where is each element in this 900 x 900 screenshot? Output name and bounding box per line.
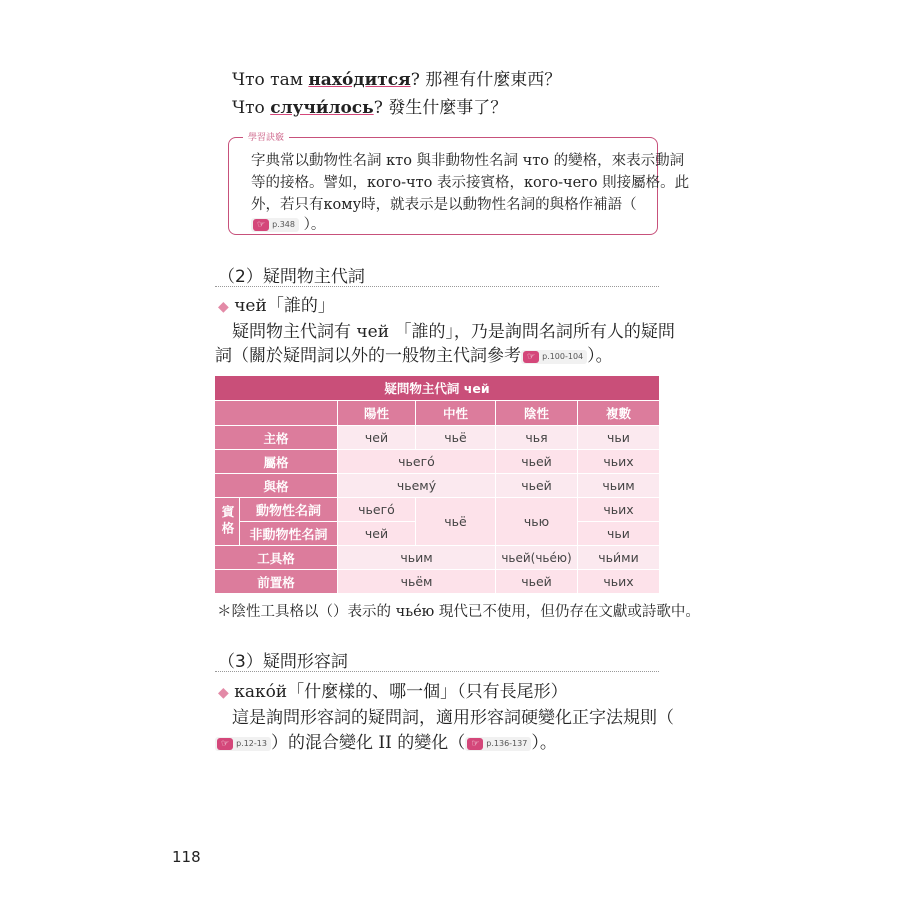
pointing-hand-icon: ☞ bbox=[217, 738, 233, 750]
table-footnote: ＊陰性工具格以（）表示的 чьéю 現代已不使用，但仍存在文獻或詩歌中。 bbox=[217, 604, 700, 620]
section-3-para-2 bbox=[215, 731, 557, 755]
section-3-subhead bbox=[218, 680, 568, 705]
section-2-para-2 bbox=[215, 344, 613, 368]
table-cell: чьи́ми bbox=[578, 546, 659, 569]
col-header-neuter: 中性 bbox=[416, 401, 495, 425]
pointing-hand-icon: ☞ bbox=[467, 738, 483, 750]
table-cell: чьегó bbox=[338, 450, 495, 473]
table-cell: чьему́ bbox=[338, 474, 495, 497]
table-cell: чьей bbox=[496, 570, 577, 593]
example-line-1 bbox=[232, 68, 561, 92]
tips-line-3: 外，若只有кому時，就表示是以動物性名詞的與格作補語（ bbox=[251, 197, 637, 213]
table-cell: чей bbox=[338, 426, 415, 449]
page-ref-text: p.136-137 bbox=[486, 738, 528, 748]
tips-line-1: 字典常以動物性名詞 кто 與非動物性名詞 что 的變格，來表示動詞 bbox=[251, 153, 685, 169]
table-cell: чьим bbox=[338, 546, 495, 569]
table-cell: чьей bbox=[496, 474, 577, 497]
example-1-post: ? 那裡有什麼東西？ bbox=[410, 70, 562, 90]
table-cell: чьей(чьéю) bbox=[496, 546, 577, 569]
section-2-para-2-pre: 詞（關於疑問詞以外的一般物主代詞參考 bbox=[215, 346, 521, 366]
row-label-animate: 動物性名詞 bbox=[240, 498, 337, 521]
example-2-bold: случи́лось bbox=[270, 98, 374, 118]
page-ref bbox=[521, 350, 587, 364]
table-cell: чьё bbox=[416, 498, 495, 545]
tips-title: 學習訣竅 bbox=[243, 130, 289, 143]
col-header-plural: 複數 bbox=[578, 401, 659, 425]
table-cell: чьегó bbox=[338, 498, 415, 521]
page-ref-text: p.348 bbox=[272, 220, 295, 229]
section-3-para-1: 這是詢問形容詞的疑問詞，適用形容詞硬變化正字法規則（ bbox=[232, 708, 674, 728]
row-label-nominative: 主格 bbox=[215, 426, 337, 449]
tips-line-2: 等的接格。譬如，кого-что 表示接賓格，кого-чего 則接屬格。此 bbox=[251, 175, 690, 191]
pointing-hand-icon: ☞ bbox=[253, 219, 269, 231]
table-header-empty bbox=[215, 401, 337, 425]
table-cell: чью bbox=[496, 498, 577, 545]
example-2-post: ? 發生什麼事了？ bbox=[373, 98, 508, 118]
row-label-dative: 與格 bbox=[215, 474, 337, 497]
table-cell: чьих bbox=[578, 498, 659, 521]
page-ref bbox=[251, 218, 299, 232]
page-ref bbox=[215, 737, 271, 751]
page-ref-text: p.100-104 bbox=[542, 351, 584, 361]
table-cell: чей bbox=[338, 522, 415, 545]
section-3-para-2-post: ）。 bbox=[531, 733, 557, 753]
diamond-icon: ◆ bbox=[218, 299, 229, 315]
page-number: 118 bbox=[172, 848, 201, 866]
col-header-feminine: 陰性 bbox=[496, 401, 577, 425]
table-cell: чьих bbox=[578, 570, 659, 593]
table-title: 疑問物主代詞 чей bbox=[215, 376, 659, 400]
section-2-heading: （2）疑問物主代詞 bbox=[218, 267, 365, 287]
table-cell: чья bbox=[496, 426, 577, 449]
section-3-subhead-text: какóй「什麼樣的、哪一個」（只有長尾形） bbox=[234, 682, 568, 702]
section-3-para-2-mid: ）的混合變化 II 的變化（ bbox=[270, 733, 466, 753]
table-cell: чьи bbox=[578, 426, 659, 449]
tips-box bbox=[228, 133, 690, 235]
row-label-accusative: 賓格 bbox=[215, 498, 239, 545]
tips-line-4 bbox=[251, 214, 325, 236]
table-cell: чьих bbox=[578, 450, 659, 473]
page-ref-text: p.12-13 bbox=[236, 738, 267, 748]
tips-line-4-tail: ）。 bbox=[303, 217, 326, 233]
example-1-pre: Что там bbox=[232, 70, 309, 90]
example-1-bold: нахóдится bbox=[308, 70, 411, 90]
pointing-hand-icon: ☞ bbox=[523, 351, 539, 363]
page-ref bbox=[465, 737, 531, 751]
col-header-masculine: 陽性 bbox=[338, 401, 415, 425]
section-2-subhead bbox=[218, 294, 335, 319]
row-label-inanimate: 非動物性名詞 bbox=[240, 522, 337, 545]
diamond-icon: ◆ bbox=[218, 685, 229, 701]
row-label-prepositional: 前置格 bbox=[215, 570, 337, 593]
example-line-2 bbox=[232, 96, 507, 120]
row-label-genitive: 屬格 bbox=[215, 450, 337, 473]
section-2-rule bbox=[215, 286, 659, 287]
row-label-instrumental: 工具格 bbox=[215, 546, 337, 569]
table-cell: чьём bbox=[338, 570, 495, 593]
section-3-rule bbox=[215, 671, 659, 672]
section-2-para-1: 疑問物主代詞有 чей 「誰的」，乃是詢問名詞所有人的疑問 bbox=[232, 322, 675, 342]
section-2-subhead-text: чей「誰的」 bbox=[234, 296, 335, 316]
section-2-para-2-post: ）。 bbox=[587, 346, 613, 366]
table-cell: чьё bbox=[416, 426, 495, 449]
section-3-heading: （3）疑問形容詞 bbox=[218, 652, 348, 672]
table-cell: чьим bbox=[578, 474, 659, 497]
table-cell: чьи bbox=[578, 522, 659, 545]
example-2-pre: Что bbox=[232, 98, 271, 118]
table-cell: чьей bbox=[496, 450, 577, 473]
